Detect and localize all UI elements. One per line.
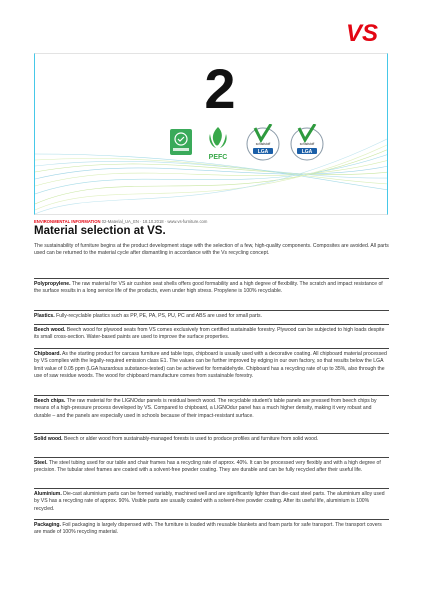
section-aluminium (34, 488, 389, 513)
vs-logo (346, 20, 394, 44)
section-text: Die-cast aluminium parts can be formed variably, machined well and are significantly lighter than die-cast steel parts. The aluminium alloy used by VS has a recycling rate of approx. 90%. Visible parts are usually coated with a solvent-free powder coating. After its useful life, aluminium is 100% recycled. (34, 491, 385, 512)
section-term: Beech chips. (34, 398, 66, 404)
section-term: Chipboard. (34, 351, 61, 357)
section-term: Beech wood. (34, 327, 66, 333)
section-beech-wood (34, 324, 389, 342)
certification-labels (169, 124, 379, 164)
pefc-label-icon (203, 124, 233, 164)
meta-tag: ENVIRONMENTAL INFORMATION (34, 219, 101, 224)
svg-text:LGA: LGA (257, 149, 269, 155)
eco-points-number: 2 (204, 57, 236, 120)
svg-text:schadstoff: schadstoff (255, 142, 271, 146)
section-plastics (34, 310, 389, 320)
svg-text:PEFC: PEFC (208, 154, 228, 161)
meta-rest: 02-Material_UA_EN · 18.10.2018 · www.vs-furniture.com (100, 219, 208, 224)
section-beech-chips (34, 395, 389, 420)
page-title: Material selection at VS. (34, 225, 166, 237)
section-text: Fully-recyclable plastics such as PP, PE, PA, PS, PU, PC and ABS are used for small parts. (54, 313, 262, 319)
section-steel (34, 457, 389, 475)
section-text: The raw material for the LIGNOdur panels is residual beech wood. The recyclable student's table panels are pressed from beech chips by means of a high-pressure process developed by VS. Compared to chipboard, a LIGNOdur panel has a much higher density, making it very robust and durable – and the panels are especially used in schools because of their impact-resistant surface. (34, 398, 377, 419)
svg-text:schadstoff: schadstoff (299, 142, 315, 146)
section-text: Beech wood for plywood seats from VS comes exclusively from certified sustainable forestry. Plywood can be subjected to high loads despite its small cross-section. Water-based paints are used to improve the surface properties. (34, 327, 385, 341)
section-text: The steel tubing used for our table and chair frames has a recycling rate of approx. 40%. It can be processed very flexibly and with a high degree of precision. The tubular steel frames are coated with a solvent-free powder coating. They are durable and can be fully recycled after their useful life. (34, 460, 381, 474)
section-text: The raw material for VS air cushion seat shells offers good formability and a high degree of flexibility. The scratch and impact resistance of the surface results in a long service life of the products, even under high stress. Propylene is 100% recyclable. (34, 281, 383, 295)
hero-banner (34, 53, 388, 215)
document-meta (34, 219, 207, 224)
section-packaging (34, 519, 389, 537)
section-chipboard (34, 348, 389, 381)
section-text: Foil packaging is largely dispensed with. The furniture is loaded with reusable blankets and foam parts for safe transport. The transport covers are made of 100% recycling material. (34, 522, 382, 536)
section-term: Aluminium. (34, 491, 62, 497)
section-text: As the starting product for carcass furniture and table tops, chipboard is usually used with a decorative coating. All chipboard material processed by VS complies with the legally-required emission class E1. The values can be further improved by edging in our own factory, so that results below the LGA limit value of 0.05 ppm (LGA hazardous substance-tested) can be achieved for formaldehyde. Chipboard has a recycling rate of up to 35%, also through the use of saw residue woods. The wood for chipboard manufacture comes from sustainable forestry. (34, 351, 387, 380)
section-term: Steel. (34, 460, 48, 466)
schadstoffgeprueft-lga-label-2-icon (289, 124, 325, 164)
green-label-icon (169, 124, 193, 164)
section-solid-wood (34, 433, 389, 443)
section-term: Plastics. (34, 313, 55, 319)
section-polypropylene (34, 278, 389, 296)
schadstoffgeprueft-lga-label-1-icon (245, 124, 281, 164)
section-term: Packaging. (34, 522, 61, 528)
section-text: Beech or alder wood from sustainably-managed forests is used to produce profiles and furniture from solid wood. (62, 436, 319, 442)
section-term: Polypropylene. (34, 281, 71, 287)
intro-paragraph: The sustainability of furniture begins at the product development stage with the selection of a few, high-quality components. Composites are avoided. All parts used can be returned to the material cycle after dismantling in accordance with the Vs recycling concept. (34, 243, 389, 257)
section-term: Solid wood. (34, 436, 63, 442)
svg-text:LGA: LGA (301, 149, 313, 155)
svg-text:VS: VS (346, 20, 379, 44)
